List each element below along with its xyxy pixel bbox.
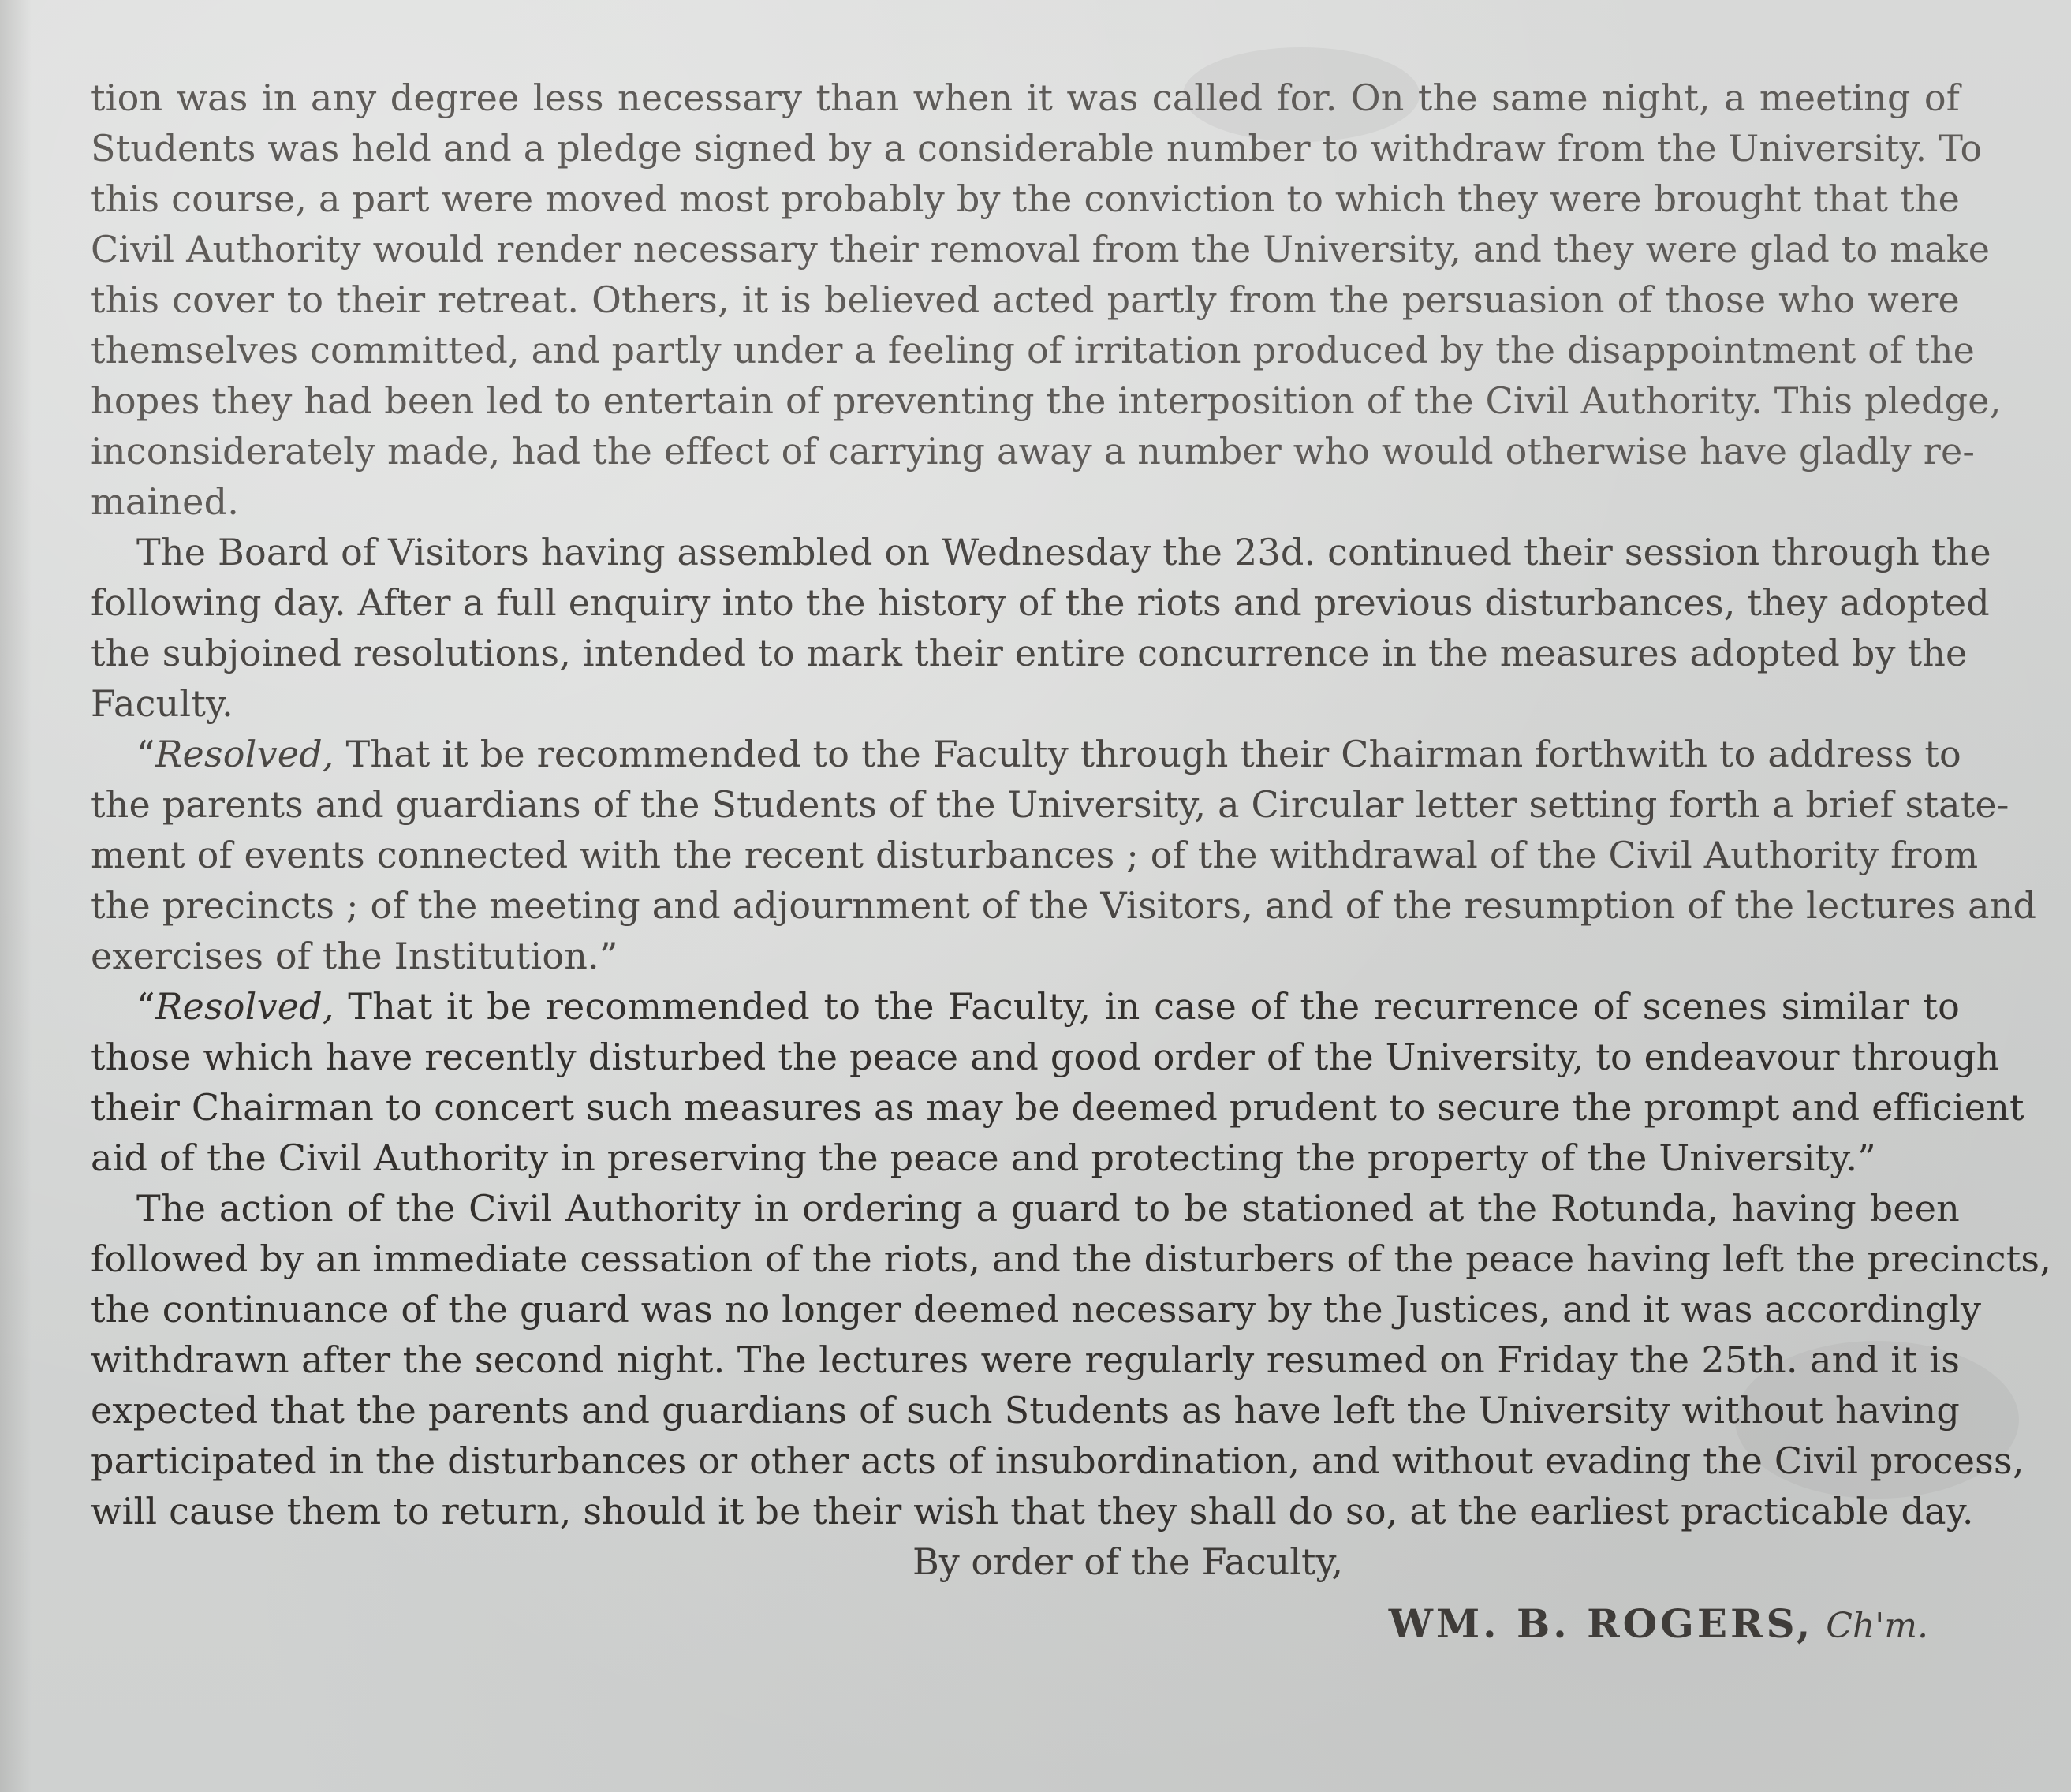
line-text: withdrawn after the second night. The lectures were regularly resumed on Friday the 25th. and it is — [91, 1338, 1960, 1381]
line-text: That it be recommended to the Faculty through their Chairman forthwith to address to — [334, 733, 1961, 775]
line-text: followed by an immediate cessation of the riots, and the disturbers of the peace having left the precincts, — [91, 1238, 2052, 1280]
line-text: hopes they had been led to entertain of preventing the interposition of the Civil Authority. This pledge, — [91, 379, 2002, 422]
document-body — [91, 73, 2052, 1652]
line-text: That it be recommended to the Faculty, in case of the recurrence of scenes similar to — [334, 985, 1960, 1028]
line-text: exercises of the Institution.” — [91, 935, 618, 977]
line-text: ment of events connected with the recent disturbances ; of the withdrawal of the Civil Authority from — [91, 834, 1979, 876]
signoff-line: By order of the Faculty, — [912, 1540, 1343, 1583]
text-line — [91, 325, 1976, 375]
line-text: the continuance of the guard was no longer deemed necessary by the Justices, and it was accordingly — [91, 1288, 1982, 1331]
text-line — [91, 1183, 1960, 1234]
line-text: The Board of Visitors having assembled on Wednesday the 23d. continued their session through the — [136, 531, 1991, 573]
line-text: the parents and guardians of the Students of the University, a Circular letter setting forth a brief state- — [91, 783, 2009, 826]
line-text: inconsiderately made, had the effect of carrying away a number who would otherwise have gladly re- — [91, 430, 1976, 472]
line-text: those which have recently disturbed the peace and good order of the University, to endeavour through — [91, 1036, 2000, 1078]
line-text: this cover to their retreat. Others, it is believed acted partly from the persuasion of those who were — [91, 278, 1960, 321]
paper-edge-shadow — [0, 0, 32, 1792]
text-line — [91, 880, 2037, 931]
signature-title: Ch'm. — [1826, 1606, 1928, 1646]
line-text: mained. — [91, 480, 240, 523]
line-text: expected that the parents and guardians of such Students as have left the University without having — [91, 1389, 1960, 1432]
line-text: this course, a part were moved most probably by the conviction to which they were brought that the — [91, 177, 1960, 220]
resolved-word: Resolved, — [155, 733, 334, 775]
text-line — [91, 678, 1960, 729]
line-text: aid of the Civil Authority in preserving the peace and protecting the property of the University.” — [91, 1137, 1876, 1179]
text-line — [91, 1234, 2052, 1284]
text-line — [91, 1335, 1960, 1385]
opening-quote: “ — [136, 985, 155, 1028]
body-paragraph — [91, 1183, 2052, 1536]
resolved-word: Resolved, — [155, 985, 334, 1028]
text-line — [91, 174, 1960, 224]
line-text: the subjoined resolutions, intended to mark their entire concurrence in the measures adopted by the — [91, 632, 1968, 674]
text-line — [91, 1284, 1982, 1335]
resolution-paragraph — [91, 981, 2024, 1183]
text-line — [91, 1082, 2024, 1133]
line-text: following day. After a full enquiry into the history of the riots and previous disturbances, they adopted — [91, 581, 1990, 624]
text-line — [91, 375, 2002, 426]
line-text: The action of the Civil Authority in ordering a guard to be stationed at the Rotunda, having been — [136, 1187, 1960, 1230]
line-text: their Chairman to concert such measures as may be deemed prudent to secure the prompt and efficient — [91, 1086, 2024, 1129]
text-line — [91, 981, 1960, 1032]
text-line — [91, 1133, 1960, 1183]
line-text: tion was in any degree less necessary than when it was called for. On the same night, a meeting of — [91, 77, 1960, 119]
text-line — [91, 73, 1960, 123]
text-line — [91, 274, 1960, 325]
text-line — [91, 123, 1983, 174]
line-text: Civil Authority would render necessary their removal from the University, and they were glad to make — [91, 228, 1991, 271]
resolution-paragraph — [91, 729, 2037, 981]
text-line — [91, 628, 1968, 678]
text-line — [91, 1435, 2024, 1486]
text-line — [91, 729, 1960, 779]
body-paragraph — [91, 527, 1991, 729]
text-line — [91, 426, 1976, 476]
text-line — [91, 830, 1979, 880]
text-line — [91, 931, 1960, 981]
line-text: themselves committed, and partly under a feeling of irritation produced by the disappointment of the — [91, 329, 1976, 371]
body-paragraph — [91, 73, 2002, 527]
text-line — [91, 779, 2009, 830]
signature-name: WM. B. ROGERS, — [1388, 1600, 1814, 1647]
text-line — [91, 577, 1990, 628]
line-text: Faculty. — [91, 682, 233, 725]
text-line — [91, 1385, 1960, 1435]
text-line — [91, 527, 1991, 577]
line-text: the precincts ; of the meeting and adjournment of the Visitors, and of the resumption of the lectures and — [91, 884, 2037, 927]
text-line — [91, 476, 1960, 527]
opening-quote: “ — [136, 733, 155, 775]
line-text: Students was held and a pledge signed by a considerable number to withdraw from the University. To — [91, 127, 1983, 170]
signature — [91, 1596, 1960, 1652]
text-line — [91, 224, 1991, 274]
line-text: participated in the disturbances or other acts of insubordination, and without evading the Civil process, — [91, 1439, 2024, 1482]
text-line — [91, 1486, 1974, 1536]
text-line — [91, 1032, 2000, 1082]
line-text: will cause them to return, should it be their wish that they shall do so, at the earliest practicable day. — [91, 1490, 1974, 1533]
